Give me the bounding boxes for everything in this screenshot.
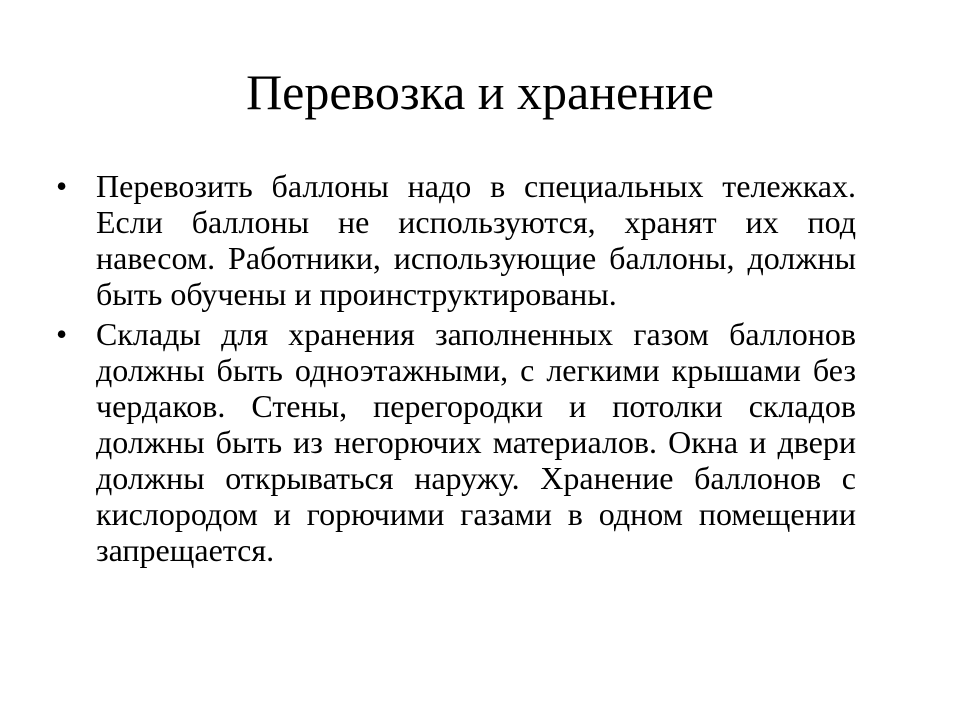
bullet-item-storage (56, 316, 856, 568)
bullet-text: Перевозить баллоны надо в специальных тележках. Если баллоны не используются, хранят их под навесом. Работники, использующие баллоны, должны быть обучены и проинструктированы. (96, 168, 856, 312)
bullet-icon: • (56, 168, 68, 204)
bullet-list (56, 168, 856, 572)
bullet-icon: • (56, 316, 68, 352)
bullet-item-transport (56, 168, 856, 312)
bullet-text: Склады для хранения заполненных газом баллонов должны быть одноэтажными, с легкими крышами без чердаков. Стены, перегородки и потолки складов должны быть из негорючих материалов. Окна и двери должны открываться наружу. Хранение баллонов с кислородом и горючими газами в одном помещении запрещается. (96, 316, 856, 568)
slide-title: Перевозка и хранение (246, 64, 714, 120)
